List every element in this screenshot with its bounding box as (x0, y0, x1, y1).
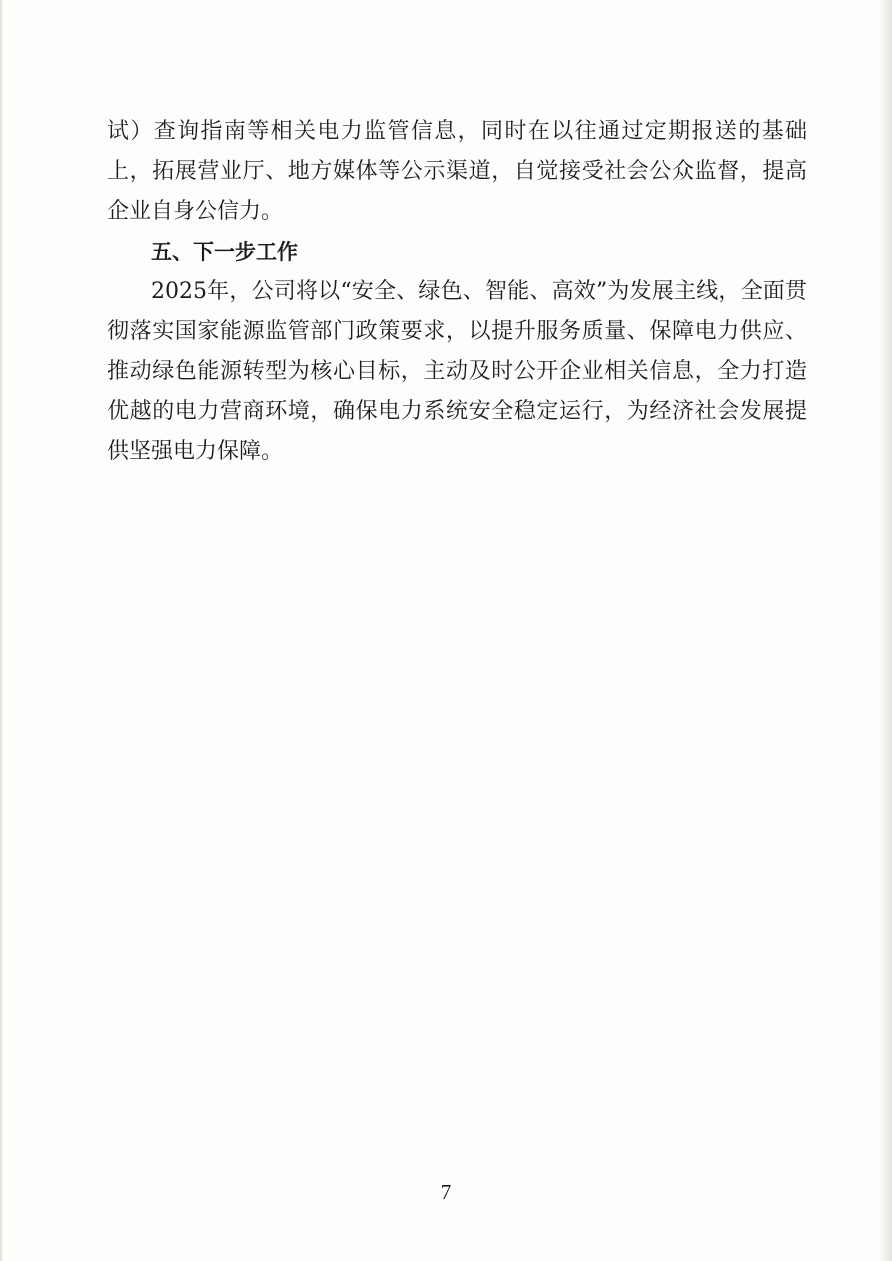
body-text (107, 112, 807, 472)
section-heading: 五、下一步工作 (151, 240, 298, 264)
paragraph-next-steps: 2025年，公司将以“安全、绿色、智能、高效”为发展主线，全面贯彻落实国家能源监管部门政策要求，以提升服务质量、保障电力供应、推动绿色能源转型为核心目标，主动及时公开企业相关信息，全力打造优越的电力营商环境，确保电力系统安全稳定运行，为经济社会发展提供坚强电力保障。 (107, 279, 807, 464)
scan-edge-left (0, 0, 3, 1261)
paragraph-continued: 试）查询指南等相关电力监管信息，同时在以往通过定期报送的基础上，拓展营业厅、地方媒体等公示渠道，自觉接受社会公众监督，提高企业自身公信力。 (107, 119, 807, 224)
page-number: 7 (440, 1180, 452, 1204)
scan-edge-right (878, 0, 892, 1261)
